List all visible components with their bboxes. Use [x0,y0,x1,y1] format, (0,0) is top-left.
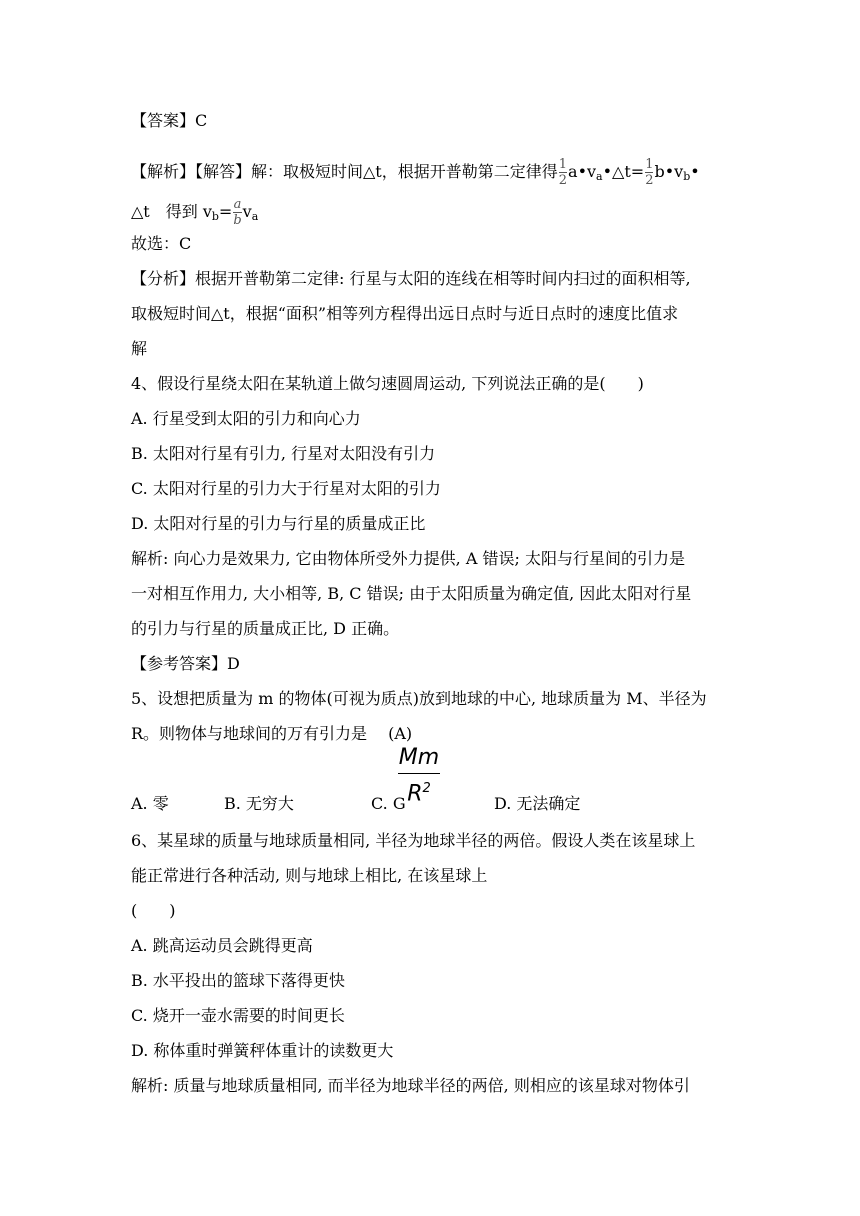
q4-option-c: C. 太阳对行星的引力大于行星对太阳的引力 [131,479,441,498]
half-fraction: $\frac{1}{2}$ [558,157,568,188]
q4-option-b: B. 太阳对行星有引力, 行星对太阳没有引力 [131,444,436,463]
q6-option-a: A. 跳高运动员会跳得更高 [131,936,313,955]
q5-option-b: B. 无穷大 [224,794,294,813]
q4-answer: 【参考答案】D [131,654,240,673]
q5-option-d: D. 无法确定 [494,794,581,813]
question-6: 6、某星球的质量与地球质量相同, 半径为地球半径的两倍。假设人类在该星球上 [131,831,696,850]
question-6-3: ( ) [131,901,176,920]
q4-explanation-2: 一对相互作用力, 大小相等, B, C 错误; 由于太阳质量为确定值, 因此太阳对行星 [131,584,692,603]
analysis-line-2: △t 得到 $v_b=$ $\frac{a}{b}$ $v_a$ [131,197,259,228]
q4-explanation: 解析: 向心力是效果力, 它由物体所受外力提供, A 错误; 太阳与行星间的引力是 [131,549,685,568]
half-fraction-2: $\frac{1}{2}$ [645,157,654,188]
q6-option-d: D. 称体重时弹簧秤体重计的读数更大 [131,1041,394,1060]
choice-line: 故选：C [131,234,192,253]
question-4: 4、假设行星绕太阳在某轨道上做匀速圆周运动, 下列说法正确的是( ) [131,374,644,393]
q6-option-c: C. 烧开一壶水需要的时间更长 [131,1006,345,1025]
answer-line: 【答案】C [131,111,208,130]
q6-explanation: 解析: 质量与地球质量相同, 而半径为地球半径的两倍, 则相应的该星球对物体引 [131,1076,690,1095]
analysis-summary: 【分析】根据开普勒第二定律: 行星与太阳的连线在相等时间内扫过的面积相等, [131,269,691,288]
q4-option-a: A. 行星受到太阳的引力和向心力 [131,409,361,428]
mm-over-r2-fraction: Mm $R^2$ [398,745,440,807]
analysis-summary-2: 取极短时间△t，根据“面积”相等列方程得出远日点时与近日点时的速度比值求 [131,304,679,323]
analysis-line: 【解析】【解答】解：取极短时间△t，根据开普勒第二定律得 $\frac{1}{2}$ $a•v_a•\triangle t=$ $\frac{1}{2}$ $b•v_b•$ [131,157,700,188]
question-6-2: 能正常进行各种活动, 则与地球上相比, 在该星球上 [131,866,488,885]
q4-explanation-3: 的引力与行星的质量成正比, D 正确。 [131,619,400,638]
question-5: 5、设想把质量为 m 的物体(可视为质点)放到地球的中心, 地球质量为 M、半径为 [131,689,707,708]
q5-option-a: A. 零 [131,794,169,813]
q4-option-d: D. 太阳对行星的引力与行星的质量成正比 [131,514,426,533]
question-5-2: R。则物体与地球间的万有引力是 (A) [131,724,413,743]
q5-option-c: C. G [371,794,406,813]
ab-fraction: $\frac{a}{b}$ [233,197,242,228]
analysis-summary-3: 解 [131,339,148,358]
q6-option-b: B. 水平投出的篮球下落得更快 [131,971,345,990]
